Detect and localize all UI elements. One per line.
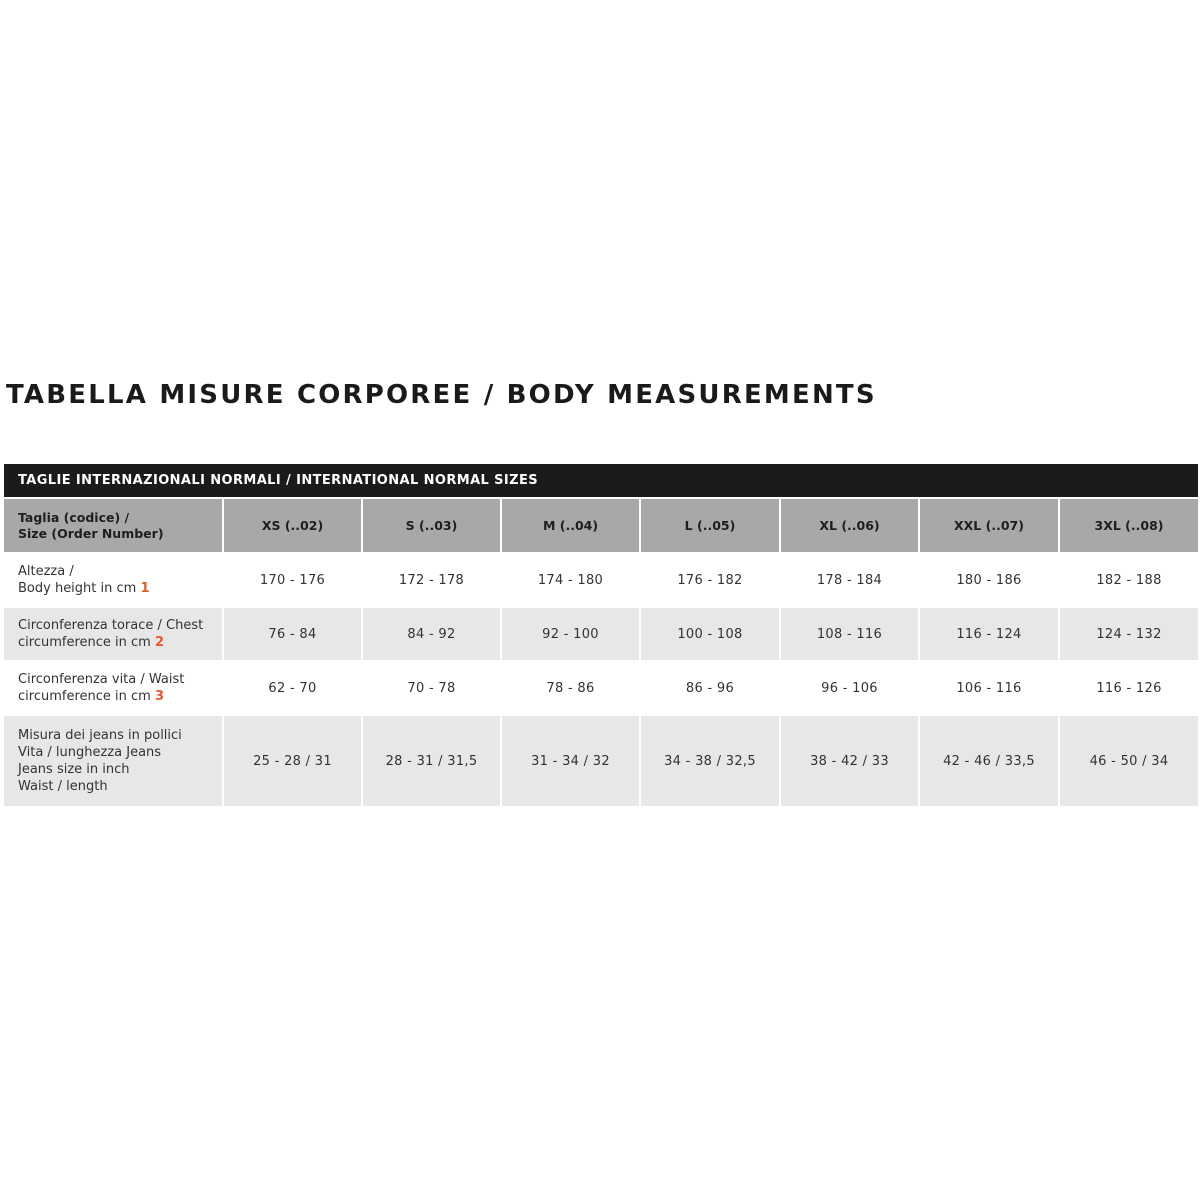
table-cell: 28 - 31 / 31,5: [361, 714, 500, 806]
table-cell: 108 - 116: [779, 606, 918, 660]
size-table: [4, 464, 1198, 806]
table-cell: 25 - 28 / 31: [222, 714, 361, 806]
header-label-line: Size (Order Number): [18, 525, 164, 541]
table-cell: 116 - 124: [918, 606, 1058, 660]
table-cell: 86 - 96: [639, 660, 779, 714]
row-label-waist: [4, 660, 222, 714]
row-label-line: Misura dei jeans in pollici: [18, 728, 182, 743]
table-cell: 62 - 70: [222, 660, 361, 714]
row-label-text: circumference in cm: [18, 689, 151, 704]
row-label-line: [18, 580, 222, 597]
table-cell: 42 - 46 / 33,5: [918, 714, 1058, 806]
size-header-l: L (..05): [639, 497, 779, 552]
table-cell: 176 - 182: [639, 552, 779, 606]
table-cell: 178 - 184: [779, 552, 918, 606]
page-title: TABELLA MISURE CORPOREE / BODY MEASUREMENTS: [6, 380, 877, 410]
table-cell: 34 - 38 / 32,5: [639, 714, 779, 806]
footnote-marker: 1: [140, 581, 150, 596]
table-cell: 46 - 50 / 34: [1058, 714, 1198, 806]
size-header-xl: XL (..06): [779, 497, 918, 552]
table-band-title: TAGLIE INTERNAZIONALI NORMALI / INTERNATIONAL NORMAL SIZES: [4, 464, 1198, 497]
row-label-line: [18, 688, 222, 705]
table-header-row: [4, 497, 1198, 552]
size-header-3xl: 3XL (..08): [1058, 497, 1198, 552]
row-label-line: Waist / length: [18, 779, 108, 794]
row-label-line: Circonferenza torace / Chest: [18, 618, 204, 633]
table-cell: 100 - 108: [639, 606, 779, 660]
table-cell: 76 - 84: [222, 606, 361, 660]
row-label-line: [18, 634, 222, 651]
table-cell: 84 - 92: [361, 606, 500, 660]
table-cell: 31 - 34 / 32: [500, 714, 639, 806]
table-cell: 116 - 126: [1058, 660, 1198, 714]
table-cell: 92 - 100: [500, 606, 639, 660]
header-label-cell: [4, 497, 222, 552]
table-cell: 170 - 176: [222, 552, 361, 606]
table-cell: 172 - 178: [361, 552, 500, 606]
row-label-height: [4, 552, 222, 606]
size-header-s: S (..03): [361, 497, 500, 552]
row-label-jeans: [4, 714, 222, 806]
table-band-row: [4, 464, 1198, 497]
table-row-chest: [4, 606, 1198, 660]
size-header-m: M (..04): [500, 497, 639, 552]
table-row-height: [4, 552, 1198, 606]
size-header-xxl: XXL (..07): [918, 497, 1058, 552]
table-cell: 38 - 42 / 33: [779, 714, 918, 806]
table-cell: 96 - 106: [779, 660, 918, 714]
row-label-line: Jeans size in inch: [18, 762, 130, 777]
header-label-line: Taglia (codice) /: [18, 509, 130, 525]
table-cell: 106 - 116: [918, 660, 1058, 714]
table-cell: 174 - 180: [500, 552, 639, 606]
table-row-waist: [4, 660, 1198, 714]
table-cell: 182 - 188: [1058, 552, 1198, 606]
row-label-text: Body height in cm: [18, 581, 137, 596]
footnote-marker: 2: [154, 635, 164, 650]
size-header-xs: XS (..02): [222, 497, 361, 552]
row-label-line: Vita / lunghezza Jeans: [18, 745, 162, 760]
row-label-chest: [4, 606, 222, 660]
row-label-line: Altezza /: [18, 564, 74, 579]
table-row-jeans: [4, 714, 1198, 806]
table-cell: 70 - 78: [361, 660, 500, 714]
row-label-text: circumference in cm: [18, 635, 151, 650]
row-label-line: Circonferenza vita / Waist: [18, 672, 185, 687]
footnote-marker: 3: [154, 689, 164, 704]
table-cell: 124 - 132: [1058, 606, 1198, 660]
table-cell: 180 - 186: [918, 552, 1058, 606]
table-cell: 78 - 86: [500, 660, 639, 714]
